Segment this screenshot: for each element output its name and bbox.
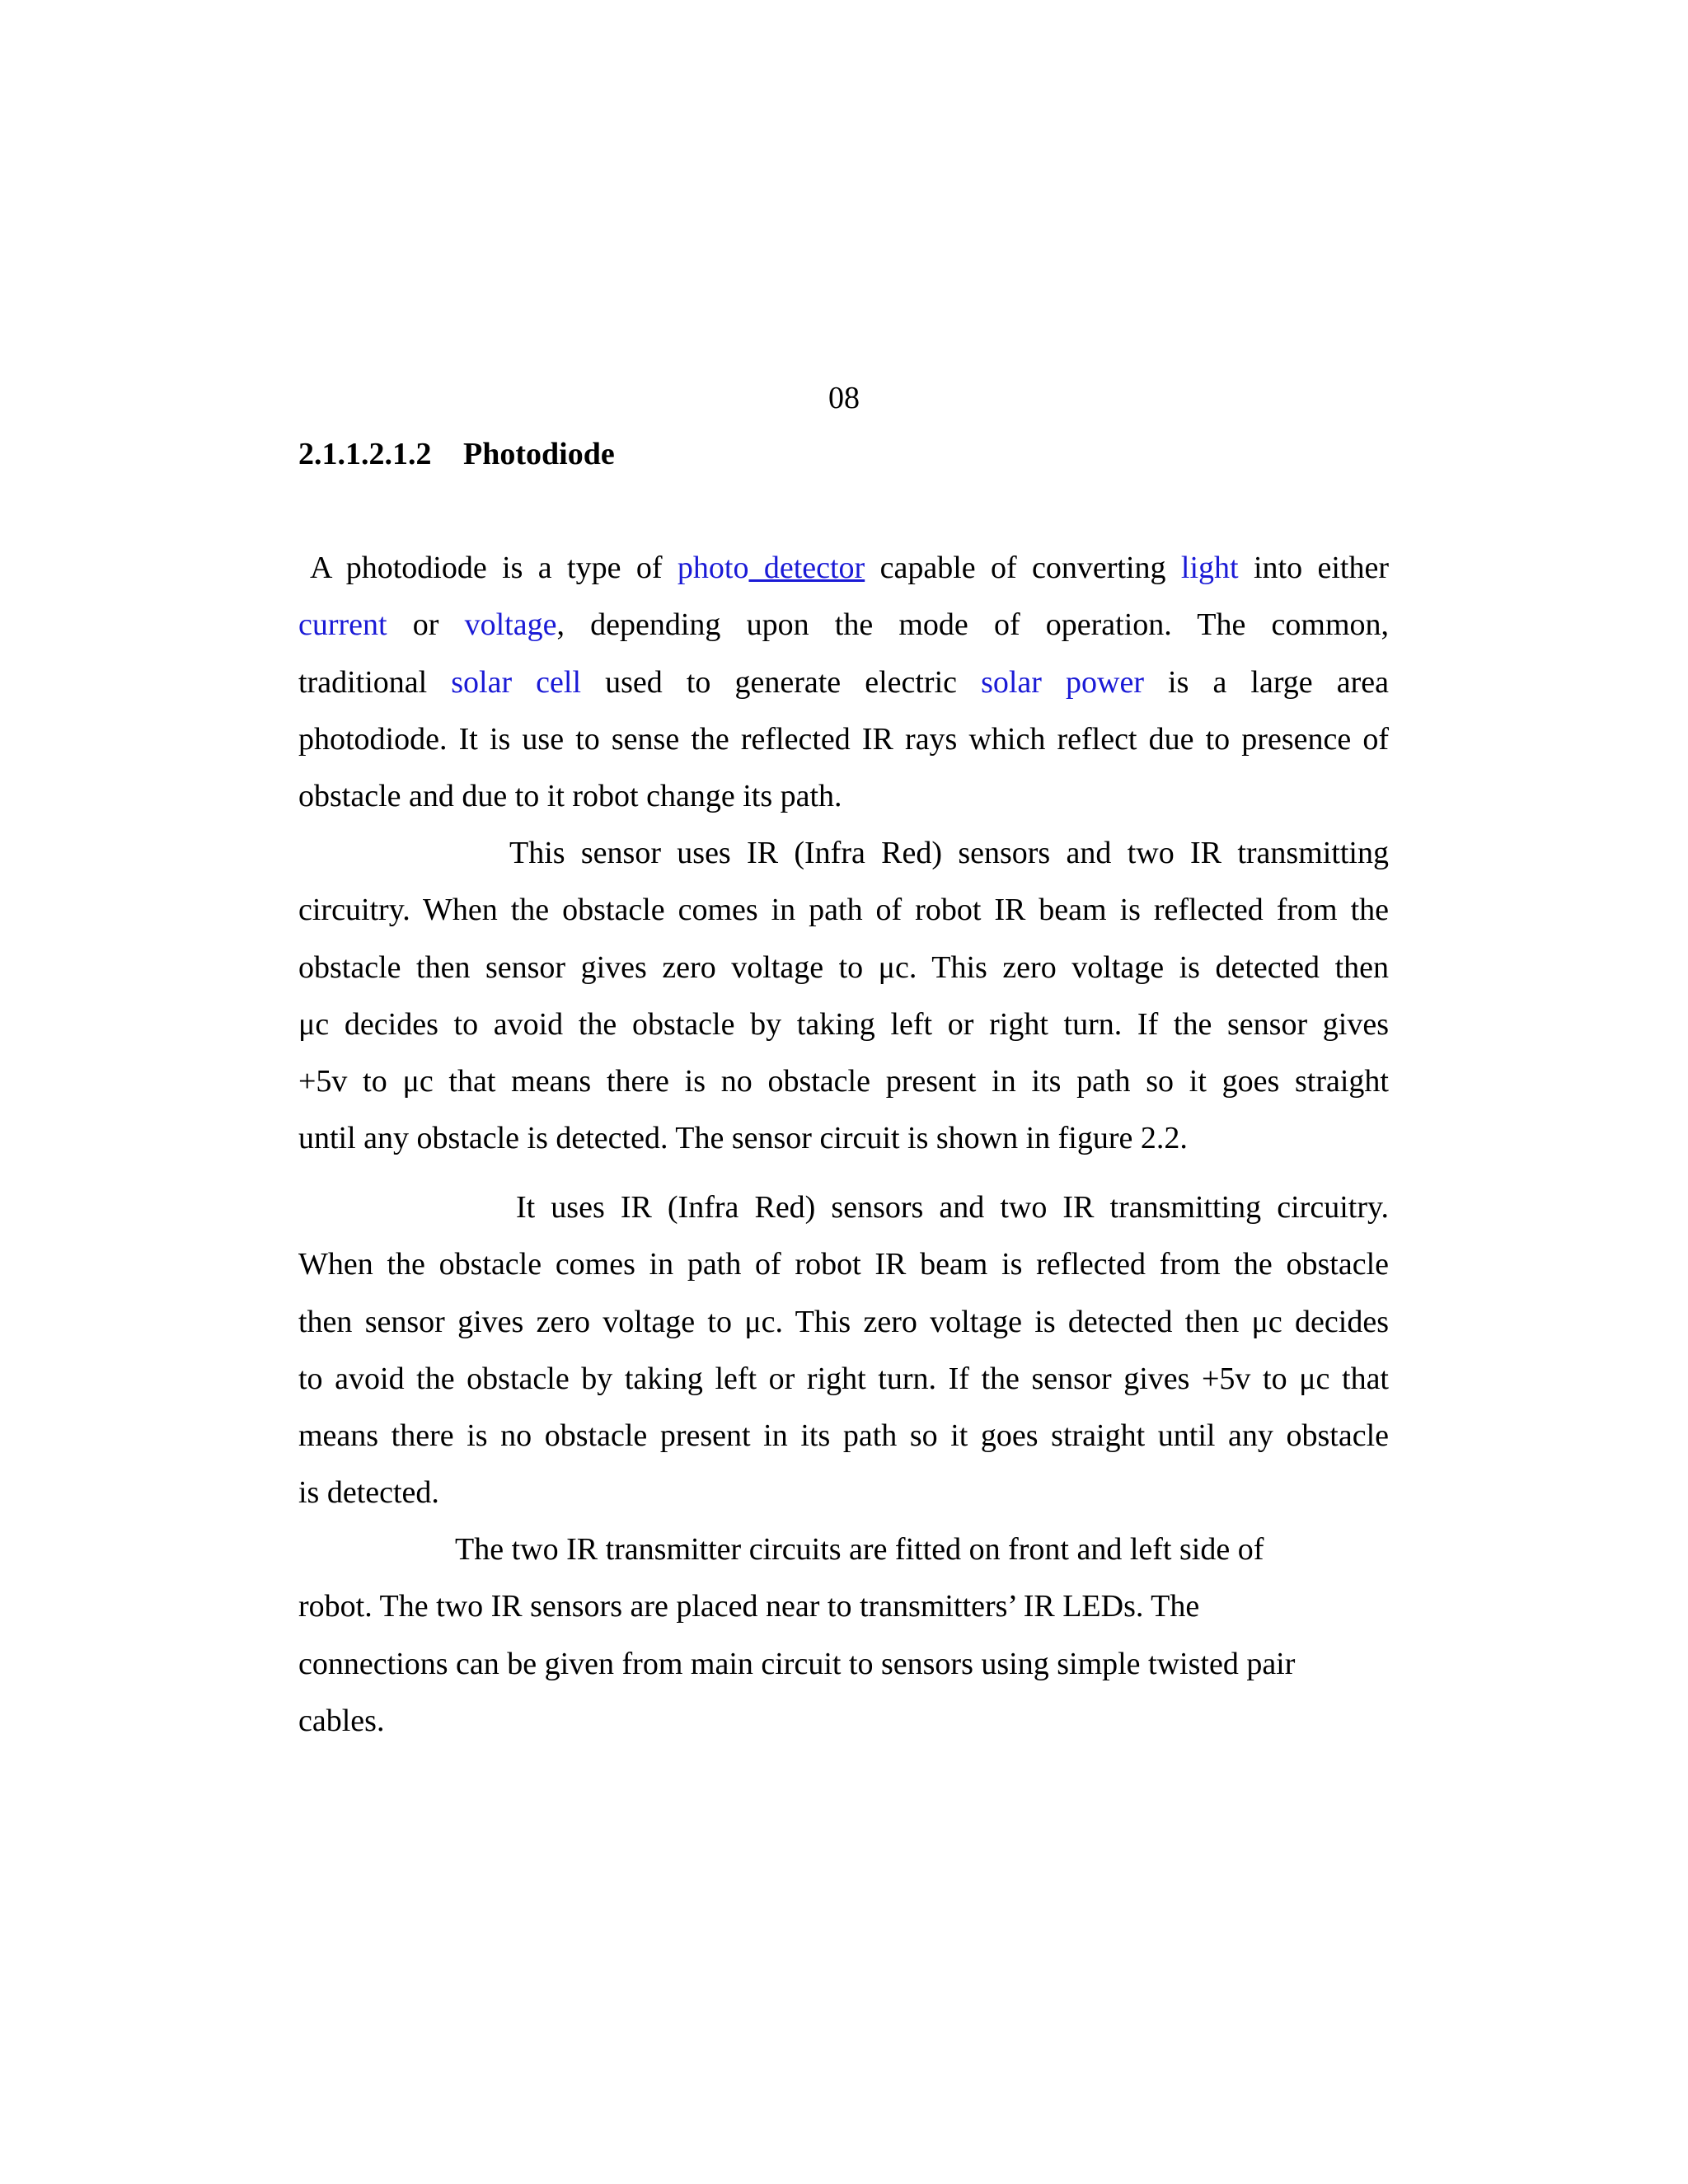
paragraph-line: photodiode. It is use to sense the reflected IR rays which reflect due to presence of bbox=[298, 721, 1389, 757]
paragraph-line: traditional solar cell used to generate electric solar power is a large area bbox=[298, 664, 1389, 700]
paragraph-line: cables. bbox=[298, 1703, 385, 1738]
paragraph-ir-circuitry bbox=[298, 1179, 1389, 1522]
paragraph-line: until any obstacle is detected. The sensor circuit is shown in figure 2.2. bbox=[298, 1121, 1188, 1156]
paragraph-line: obstacle and due to it robot change its path. bbox=[298, 779, 842, 814]
paragraph-line: robot. The two IR sensors are placed near to transmitters’ IR LEDs. The bbox=[298, 1589, 1200, 1624]
paragraph-line: means there is no obstacle present in its path so it goes straight until any obstacle bbox=[298, 1418, 1389, 1454]
link-current[interactable]: current bbox=[298, 607, 387, 643]
paragraph-line: connections can be given from main circuit to sensors using simple twisted pair bbox=[298, 1646, 1296, 1681]
section-number: 2.1.1.2.1.2 bbox=[298, 437, 432, 471]
link-voltage[interactable]: voltage bbox=[464, 607, 557, 643]
paragraph-photodiode-intro bbox=[298, 540, 1389, 825]
paragraph-transmitter-placement bbox=[298, 1521, 1345, 1750]
paragraph-line: The two IR transmitter circuits are fitted on front and left side of bbox=[455, 1532, 1264, 1567]
paragraph-line: It uses IR (Infra Red) sensors and two IR transmitting circuitry. bbox=[516, 1190, 1389, 1225]
paragraph-line: When the obstacle comes in path of robot IR beam is reflected from the obstacle bbox=[298, 1247, 1389, 1282]
section-heading bbox=[298, 431, 615, 477]
paragraph-line: A photodiode is a type of photo detector capable of converting light into either bbox=[310, 551, 1389, 585]
paragraph-line: circuitry. When the obstacle comes in path of robot IR beam is reflected from the bbox=[298, 893, 1389, 928]
paragraph-line: then sensor gives zero voltage to μc. This zero voltage is detected then μc decides bbox=[298, 1304, 1389, 1339]
paragraph-line: This sensor uses IR (Infra Red) sensors and two IR transmitting bbox=[509, 836, 1389, 870]
page-number: 08 bbox=[828, 381, 860, 415]
link-solar-cell[interactable]: solar cell bbox=[451, 664, 582, 700]
link-detector[interactable]: detector bbox=[748, 551, 865, 585]
section-title: Photodiode bbox=[463, 437, 615, 471]
paragraph-line: μc decides to avoid the obstacle by taking left or right turn. If the sensor gives bbox=[298, 1006, 1389, 1042]
paragraph-line: to avoid the obstacle by taking left or right turn. If the sensor gives +5v to μc that bbox=[298, 1361, 1389, 1396]
link-light[interactable]: light bbox=[1180, 551, 1239, 585]
paragraph-line: obstacle then sensor gives zero voltage to μc. This zero voltage is detected then bbox=[298, 949, 1389, 985]
paragraph-line: is detected. bbox=[298, 1475, 439, 1511]
link-solar-power[interactable]: solar power bbox=[981, 664, 1144, 700]
link-photo[interactable]: photo bbox=[677, 551, 749, 585]
paragraph-sensor-usage bbox=[298, 825, 1389, 1168]
paragraph-line: current or voltage, depending upon the mode of operation. The common, bbox=[298, 607, 1389, 643]
paragraph-line: +5v to μc that means there is no obstacle present in its path so it goes straight bbox=[298, 1064, 1389, 1099]
